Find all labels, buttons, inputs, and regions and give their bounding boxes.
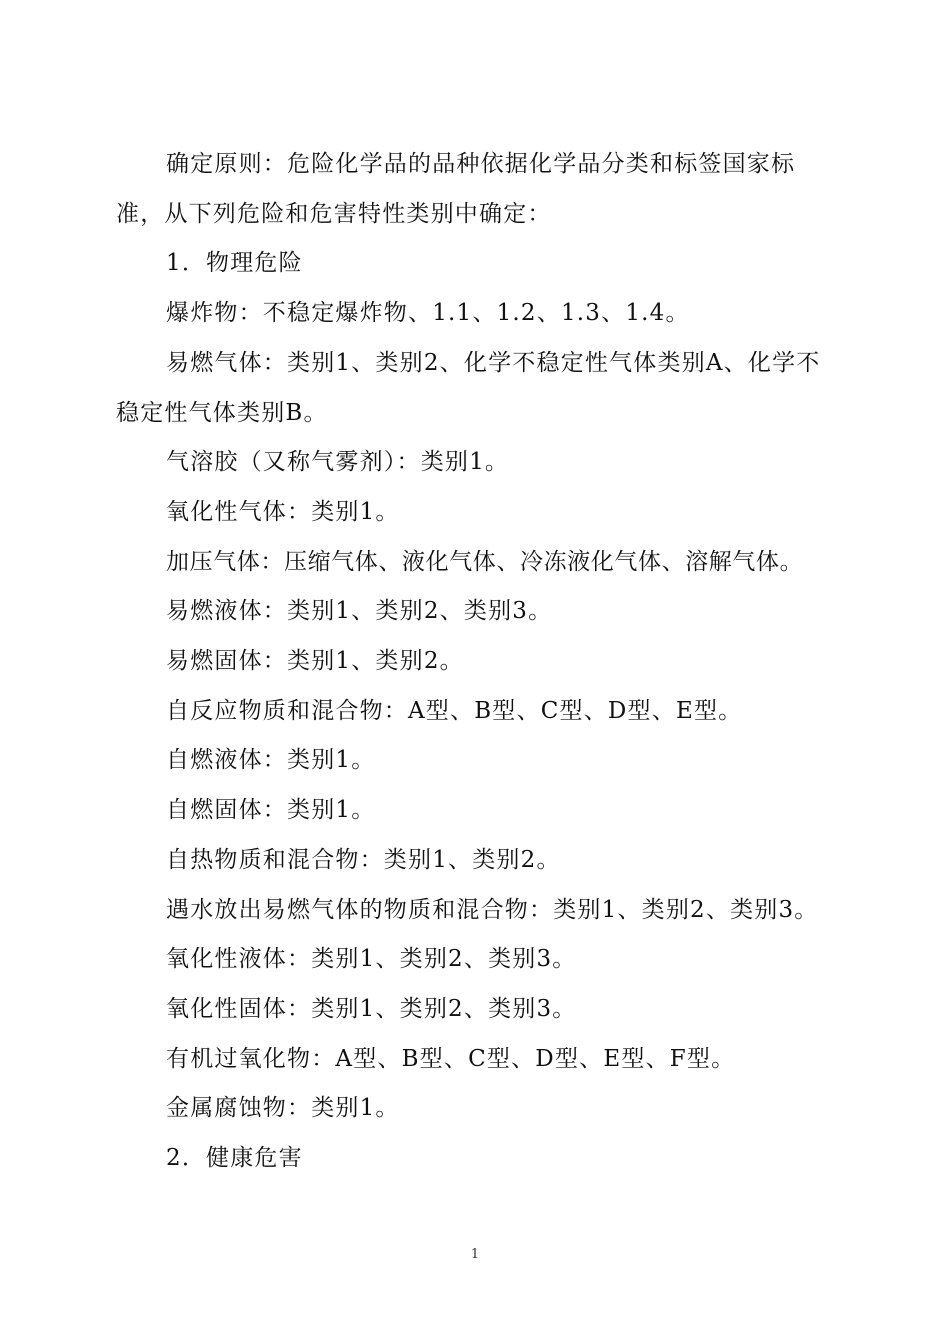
hazard-item-flammable-liquids: 易燃液体：类别1、类别2、类别3。 <box>166 598 553 625</box>
hazard-item-self-heating: 自热物质和混合物：类别1、类别2。 <box>166 846 561 873</box>
hazard-item-flammable-solids: 易燃固体：类别1、类别2。 <box>166 648 464 675</box>
hazard-item-oxidizing-liquids: 氧化性液体：类别1、类别2、类别3。 <box>166 946 577 973</box>
hazard-item-pyrophoric-solids: 自燃固体：类别1。 <box>166 797 376 824</box>
document-body <box>116 140 840 1184</box>
hazard-item-water-reactive: 遇水放出易燃气体的物质和混合物：类别1、类别2、类别3。 <box>166 896 819 923</box>
hazard-item-explosives: 爆炸物：不稳定爆炸物、1.1、1.2、1.3、1.4。 <box>166 300 690 327</box>
hazard-item-self-reactive: 自反应物质和混合物：A型、B型、C型、D型、E型。 <box>166 697 743 724</box>
hazard-item-corrosive-to-metals: 金属腐蚀物：类别1。 <box>166 1095 400 1122</box>
hazard-item-oxidizing-gases: 氧化性气体：类别1。 <box>166 498 400 525</box>
hazard-item-aerosols: 气溶胶（又称气雾剂）：类别1。 <box>166 449 510 476</box>
hazard-item-pyrophoric-liquids: 自燃液体：类别1。 <box>166 747 376 774</box>
hazard-item-oxidizing-solids: 氧化性固体：类别1、类别2、类别3。 <box>166 995 577 1022</box>
hazard-item-organic-peroxides: 有机过氧化物：A型、B型、C型、D型、E型、F型。 <box>166 1045 736 1072</box>
section-heading-physical-hazards: 1．物理危险 <box>166 250 303 277</box>
section-heading-health-hazards: 2．健康危害 <box>166 1145 303 1172</box>
hazard-item-gases-under-pressure: 加压气体：压缩气体、液化气体、冷冻液化气体、溶解气体。 <box>166 548 804 575</box>
hazard-item-flammable-gases: 易燃气体：类别1、类别2、化学不稳定性气体类别A、化学不稳定性气体类别B。 <box>116 349 821 426</box>
page-number: 1 <box>470 1247 480 1262</box>
principle-paragraph: 确定原则：危险化学品的品种依据化学品分类和标签国家标准，从下列危险和危害特性类别中确定： <box>116 151 796 227</box>
